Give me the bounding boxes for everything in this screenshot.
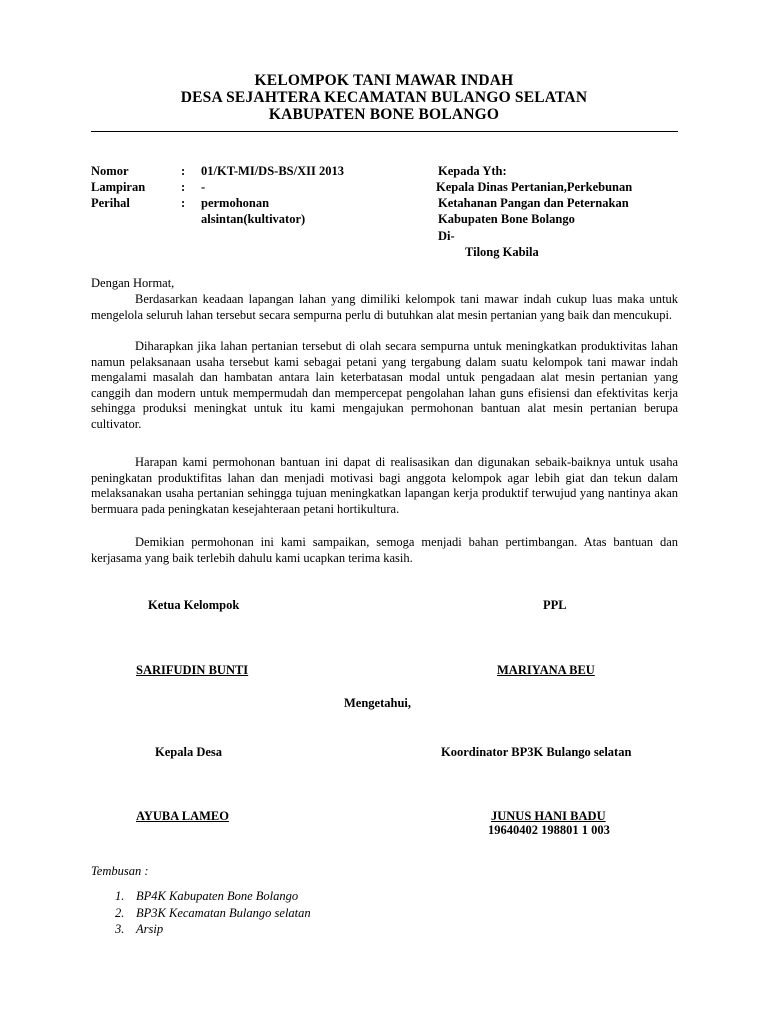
org-regency: KABUPATEN BONE BOLANGO: [268, 106, 500, 123]
tembusan-label: Tembusan :: [91, 864, 149, 878]
signature-name-ppl: MARIYANA BEU: [497, 663, 595, 677]
recipient-office-cont: Ketahanan Pangan dan Peternakan: [438, 196, 629, 210]
org-village: DESA SEJAHTERA KECAMATAN BULANGO SELATAN: [180, 89, 588, 106]
org-name: KELOMPOK TANI MAWAR INDAH: [254, 72, 514, 89]
lampiran-label: Lampiran: [91, 180, 146, 194]
perihal-colon: :: [181, 196, 186, 210]
recipient-di: Di-: [438, 229, 455, 243]
signature-name-koordinator: JUNUS HANI BADU: [491, 809, 606, 823]
recipient-office: Kepala Dinas Pertanian,Perkebunan: [436, 180, 633, 194]
tembusan-item-num: 2.: [115, 906, 125, 920]
nomor-label: Nomor: [91, 164, 129, 178]
tembusan-item-num: 1.: [115, 889, 125, 903]
paragraph-4: Demikian permohonan ini kami sampaikan, semoga menjadi bahan pertimbangan. Atas bantuan dan kerjasama yang baik terlebih dahulu kami ucapkan terima kasih.: [91, 535, 678, 565]
paragraph-1: Berdasarkan keadaan lapangan lahan yang dimiliki kelompok tani mawar indah cukup luas maka untuk mengelola seluruh lahan tersebut secara sempurna perlu di butuhkan alat mesin pertanian yang baik dan mencukupi.: [91, 292, 678, 322]
mengetahui-label: Mengetahui,: [344, 696, 412, 710]
paragraph-3: Harapan kami permohonan bantuan ini dapat di realisasikan dan digunakan sebaik-baiknya untuk usaha peningkatan produktifitas lahan dan menjadi motivasi bagi anggota kelompok agar lebih giat dan tekun dalam melaksanakan usaha pertanian sehingga tujuan meningkatkan lapangan kerja produktif terwujud yang nantinya akan bermuara pada peningkatan kesejahteraan petani hortikultura.: [91, 455, 678, 516]
recipient-salutation: Kepada Yth:: [438, 164, 507, 178]
greeting: Dengan Hormat,: [91, 276, 175, 290]
lampiran-value: -: [201, 180, 206, 194]
paragraph-2: Diharapkan jika lahan pertanian tersebut di olah secara sempurna untuk meningkatkan produktivitas lahan namun pelaksanaan usaha tersebut kami sebagai petani yang tergabung dalam suatu kelompok tani mawar indah mengalami masalah dan hambatan antara lain keterbatasan modal untuk pengadaan alat mesin pertanian yang canggih dan modern untuk mempermudah dan mempercepat pengolahan lahan guns efisiensi dan efektivitas kerja sehingga produksi meningkat untuk itu kami mengajukan permohonan bantuan alat mesin pertanian berupa cultivator.: [91, 339, 678, 431]
nomor-colon: :: [181, 164, 186, 178]
header-divider: [91, 131, 678, 132]
perihal-value-line2: alsintan(kultivator): [201, 212, 306, 226]
lampiran-colon: :: [181, 180, 186, 194]
signature-title-koordinator: Koordinator BP3K Bulango selatan: [441, 745, 632, 759]
perihal-value-line1: permohonan: [201, 196, 270, 210]
recipient-city: Tilong Kabila: [465, 245, 539, 259]
perihal-label: Perihal: [91, 196, 130, 210]
tembusan-item-num: 3.: [115, 922, 125, 936]
signature-name-ketua: SARIFUDIN BUNTI: [136, 663, 249, 677]
signature-title-ketua: Ketua Kelompok: [148, 598, 240, 612]
tembusan-item: Arsip: [136, 922, 164, 936]
signature-title-kepala-desa: Kepala Desa: [155, 745, 223, 759]
tembusan-item: BP4K Kabupaten Bone Bolango: [136, 889, 299, 903]
koordinator-nip: 19640402 198801 1 003: [488, 823, 610, 837]
signature-name-kepala-desa: AYUBA LAMEO: [136, 809, 229, 823]
tembusan-item: BP3K Kecamatan Bulango selatan: [136, 906, 311, 920]
recipient-regency: Kabupaten Bone Bolango: [438, 212, 575, 226]
signature-title-ppl: PPL: [543, 598, 567, 612]
nomor-value: 01/KT-MI/DS-BS/XII 2013: [201, 164, 344, 178]
